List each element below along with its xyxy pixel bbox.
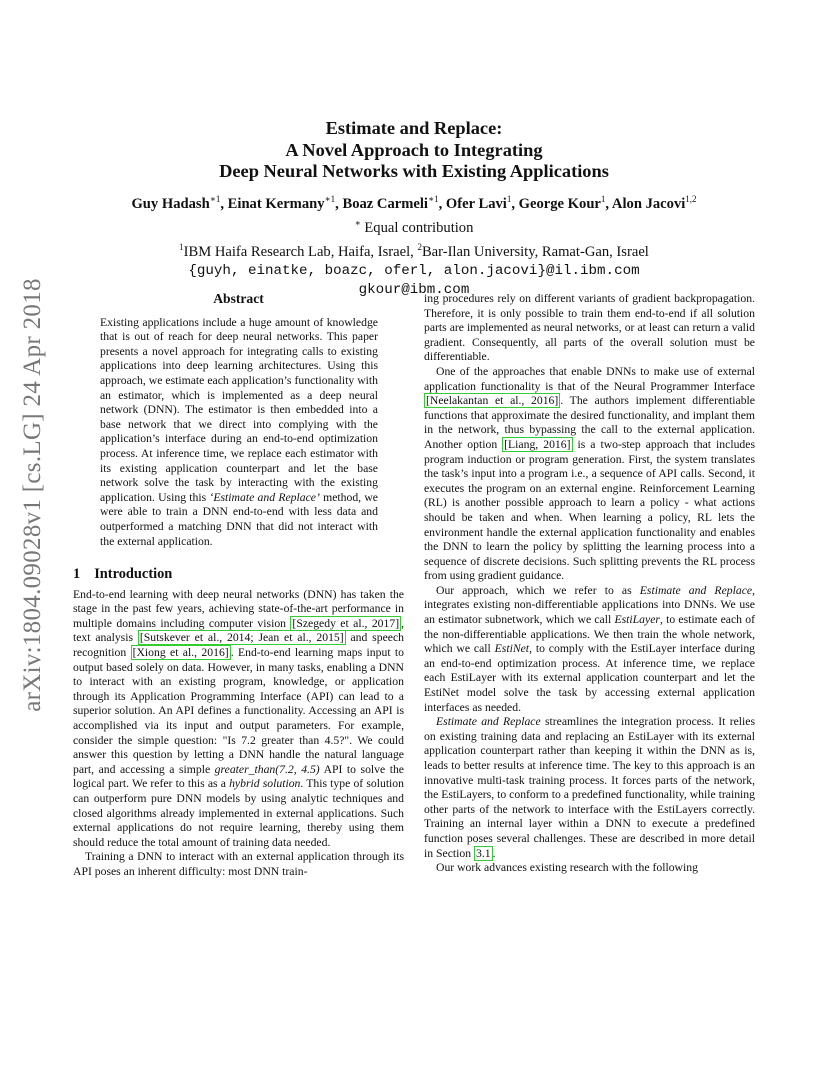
- author-affiliation-mark: 1,2: [685, 194, 697, 204]
- left-column: [73, 292, 404, 880]
- right-paragraph-0: ing procedures rely on different variants of gradient backpropagation. Therefore, it is only possible to train them end-to-end if all solution parts are implemented as neural networks, or at least can return a valid gradient. Consequently, all parts of the overall solution must be differentiable.: [424, 292, 755, 364]
- author-name: Boaz Carmeli: [342, 195, 428, 212]
- abstract-heading: Abstract: [213, 291, 264, 306]
- section-heading-introduction: 1 Introduction: [73, 566, 173, 583]
- title-line-1: Estimate and Replace:: [325, 118, 503, 138]
- paper-title: [0, 118, 828, 183]
- author-block: [0, 190, 828, 300]
- right-paragraph-2: Our approach, which we refer to as Estimate and Replace, integrates existing non-differentiable applications into DNNs. We use an estimator subnetwork, which we call EstiLayer, to estimate each of the non-differentiable applications. We then train the whole network, which we call EstiNet, to comply with the EstiLayer interface during an end-to-end optimization process. At inference time, we replace each EstiLayer with its external application counterpart and let the EstiNet model solve the task by accessing external application interfaces as needed.: [424, 583, 756, 714]
- abstract-text: Existing applications include a huge amount of knowledge that is out of reach for deep neural networks. This paper presents a novel approach for integrating calls to existing applications into deep learning architectures. Using this approach, we estimate each application’s functionality with an estimator, which is implemented as a deep neural network (DNN). The estimator is then embedded into a base network that we direct into complying with the application’s interface during an end-to-end optimization process. At inference time, we replace each estimator with its existing application counterpart and let the base network solve the task by interacting with the existing application. Using this ‘Estimate and Replace’ method, we were able to train a DNN end-to-end with less data and outperformed a matching DNN that did not interact with the external application.: [100, 315, 378, 548]
- right-paragraph-3: Estimate and Replace streamlines the integration process. It relies on existing training data and replacing an EstiLayer with its external application counterpart rather than keeping it within the DNN as is, leads to better results at inference time. The key to this approach is an innovative multi-task training process. It forces parts of the network, the EstiLayers, to conform to a predefined functionality, while training other parts of the network to interface with the EstiLayers correctly. Training an internal layer within a DNN to execute a predefined function poses several challenges. These are described in more detail in Section 3.1 .: [424, 715, 755, 860]
- equal-contribution-note: ∗ Equal contribution: [354, 217, 474, 236]
- author-email-secondary: gkour@ibm.com: [358, 281, 470, 298]
- citation-link[interactable]: [Xiong et al., 2016]: [132, 646, 229, 660]
- arxiv-identifier: arXiv:1804.09028v1 [cs.LG] 24 Apr 2018: [19, 278, 46, 712]
- author-name: Einat Kermany: [227, 195, 325, 212]
- author-affiliation-mark: ∗1: [209, 194, 221, 204]
- title-line-2: A Novel Approach to Integrating: [285, 139, 543, 160]
- author-name: Ofer Lavi: [445, 195, 507, 212]
- author-affiliation-mark: ∗1: [324, 194, 336, 204]
- citation-link[interactable]: [Szegedy et al., 2017]: [292, 616, 400, 630]
- citation-link[interactable]: [Neelakantan et al., 2016]: [426, 394, 559, 408]
- citation-link[interactable]: [Sutskever et al., 2014; Jean et al., 2015]: [139, 631, 344, 645]
- author-list: Guy Hadash$^{∗1}$, Einat Kermany$^{∗1}$, Boaz Carmeli$^{∗1}$, Ofer Lavi$^1$, George Kour$^1$, Alon Jacovi$^{1,2}$: [131, 194, 697, 212]
- author-emails: {guyh, einatke, boazc, oferl, alon.jacovi}@il.ibm.com: [188, 262, 640, 279]
- author-affiliation-mark: ∗1: [427, 194, 439, 204]
- section-reference-link[interactable]: 3.1: [476, 846, 491, 860]
- intro-paragraph-2: Training a DNN to interact with an external application through its API poses an inherent difficulty: most DNN train-: [73, 850, 404, 878]
- author-name: George Kour: [518, 195, 601, 212]
- arxiv-identifier-sidebar: [18, 278, 48, 712]
- title-line-3: Deep Neural Networks with Existing Applications: [219, 161, 609, 181]
- author-affiliation-mark: 1: [600, 194, 606, 204]
- right-column: [424, 292, 755, 876]
- right-paragraph-4: Our work advances existing research with the following: [436, 861, 698, 875]
- author-affiliation-mark: 1: [506, 194, 512, 204]
- inline-math: greater_than(7.2, 4.5): [214, 762, 320, 776]
- right-paragraph-1: One of the approaches that enable DNNs to make use of external application functionality is that of the Neural Programmer Interface [Neelakantan et al., 2016] . The authors implement differentiable functions that approximate the desired functionality, and implant them in the network, thus bypassing the call to the external application. Another option [Liang, 2016] is a two-step approach that includes program induction or program generation. First, the system translates the task’s input into a program i.e., a sequence of API calls. Second, it executes the program on an external engine. Reinforcement Learning (RL) is another possible approach to learn a policy - what actions should be taken and when. When learning a policy, RL lets the environment handle the external application functionality and enables the DNN to learn the policy by splitting the learning process into a sequence of discrete decisions. Such splitting prevents the RL process from using gradient guidance.: [424, 364, 755, 583]
- author-name: Alon Jacovi: [611, 195, 686, 212]
- affiliations: $^1$IBM Haifa Research Lab, Haifa, Israel, $^2$Bar-Ilan University, Ramat-Gan, Israel: [179, 241, 649, 260]
- citation-link[interactable]: [Liang, 2016]: [504, 437, 571, 451]
- intro-paragraph-1: End-to-end learning with deep neural networks (DNN) has taken the stage in the past few years, achieving state-of-the-art performance in multiple domains including computer vision [Szegedy et al., 2017] , text analysis [Sutskever et al., 2014; Jean et al., 2015] and speech recognition [Xiong et al., 2016] . End-to-end learning maps input to output based solely on data. However, in many tasks, enabling a DNN to interact with an existing program, knowledge, or application through its Application Programming Interface (API) can lead to a superior solution. An API defines a functionality. Accessing an API is accomplished via its input and output parameters. For example, consider the simple question: "Is 7.2 greater than 4.5?". We could answer this question by letting a DNN handle the natural language part, and accessing a simple greater_than(7.2, 4.5) API to solve the logical part. We refer to this as a hybrid solution. This type of solution can outperform pure DNN models by using analytic techniques and closed algorithms already implemented in external applications. Such external applications do not require learning, thereby using them should reduce the total amount of training data needed.: [73, 587, 405, 849]
- author-name: Guy Hadash: [131, 195, 210, 212]
